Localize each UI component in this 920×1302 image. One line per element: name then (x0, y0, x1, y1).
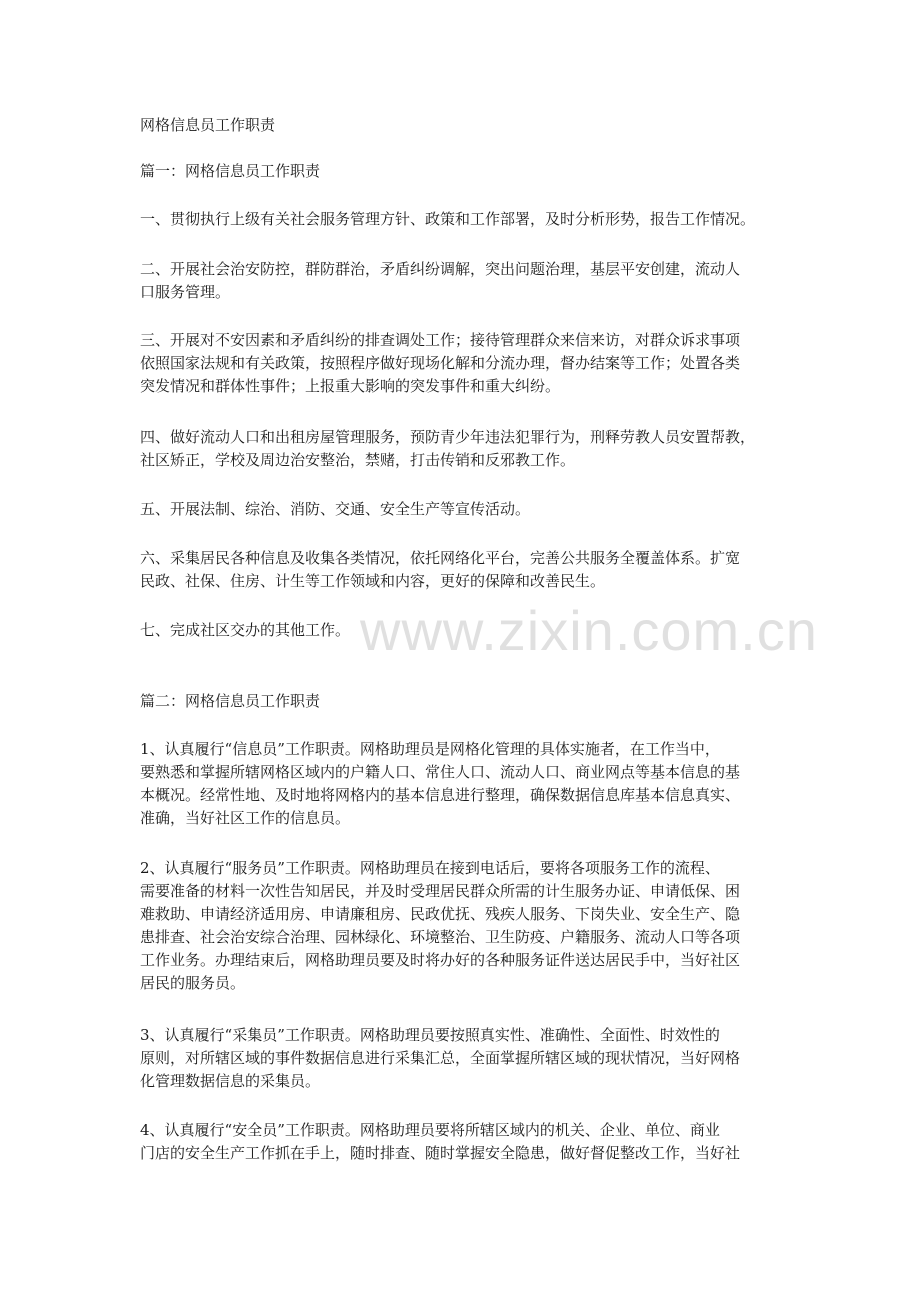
section-2-paragraph-1: 1、认真履行“信息员”工作职责。网格助理员是网格化管理的具体实施者，在工作当中， 要熟悉和掌握所辖网格区域内的户籍人口、常住人口、流动人口、商业网点等基本信息的基 本概况。经常性地、及时地将网格内的基本信息进行整理，确保数据信息库基本信息真实、 准确，当好社区工作的信息员。 (140, 740, 741, 827)
section-1-paragraph-6: 六、采集居民各种信息及收集各类情况，依托网络化平台，完善公共服务全覆盖体系。扩宽 民政、社保、住房、计生等工作领域和内容，更好的保障和改善民生。 (140, 549, 741, 590)
section-2-heading: 篇二：网格信息员工作职责 (140, 692, 321, 710)
section-2-paragraph-2: 2、认真履行“服务员”工作职责。网格助理员在接到电话后，要将各项服务工作的流程、 需要准备的材料一次性告知居民，并及时受理居民群众所需的计生服务办证、申请低保、困 难救助、申请经济适用房、申请廉租房、民政优抚、残疾人服务、下岗失业、安全生产、隐 患排查、社会治安综合治理、园林绿化、环境整治、卫生防疫、户籍服务、流动人口等各项 工作业务。办理结束后，网格助理员要及时将办好的各种服务证件送达居民手中，当好社区 居民的服务员。 (140, 859, 741, 992)
section-1-paragraph-2: 二、开展社会治安防控，群防群治，矛盾纠纷调解，突出问题治理，基层平安创建，流动人 口服务管理。 (140, 260, 741, 301)
section-1-paragraph-1: 一、贯彻执行上级有关社会服务管理方针、政策和工作部署，及时分析形势，报告工作情况。 (140, 210, 756, 228)
section-1-paragraph-5: 五、开展法制、综治、消防、交通、安全生产等宣传活动。 (140, 500, 531, 518)
section-2-paragraph-3: 3、认真履行“采集员”工作职责。网格助理员要按照真实性、准确性、全面性、时效性的 原则，对所辖区域的事件数据信息进行采集汇总，全面掌握所辖区域的现状情况，当好网格 化管理数据信息的采集员。 (140, 1026, 741, 1090)
section-1-paragraph-7: 七、完成社区交办的其他工作。 (140, 621, 351, 639)
site-watermark: www.zixin.com.cn (360, 599, 818, 662)
section-1-heading: 篇一：网格信息员工作职责 (140, 162, 321, 180)
section-1-paragraph-4: 四、做好流动人口和出租房屋管理服务，预防青少年违法犯罪行为，刑释劳教人员安置帮教， 社区矫正，学校及周边治安整治，禁赌，打击传销和反邪教工作。 (140, 428, 756, 469)
section-2-paragraph-4: 4、认真履行“安全员”工作职责。网格助理员要将所辖区域内的机关、企业、单位、商业 门店的安全生产工作抓在手上，随时排查、随时掌握安全隐患，做好督促整改工作，当好社 (140, 1121, 741, 1162)
document-title: 网格信息员工作职责 (140, 116, 276, 134)
section-1-paragraph-3: 三、开展对不安因素和矛盾纠纷的排查调处工作；接待管理群众来信来访，对群众诉求事项 依照国家法规和有关政策，按照程序做好现场化解和分流办理，督办结案等工作；处置各类 突发情况和群体性事件；上报重大影响的突发事件和重大纠纷。 (140, 331, 741, 395)
